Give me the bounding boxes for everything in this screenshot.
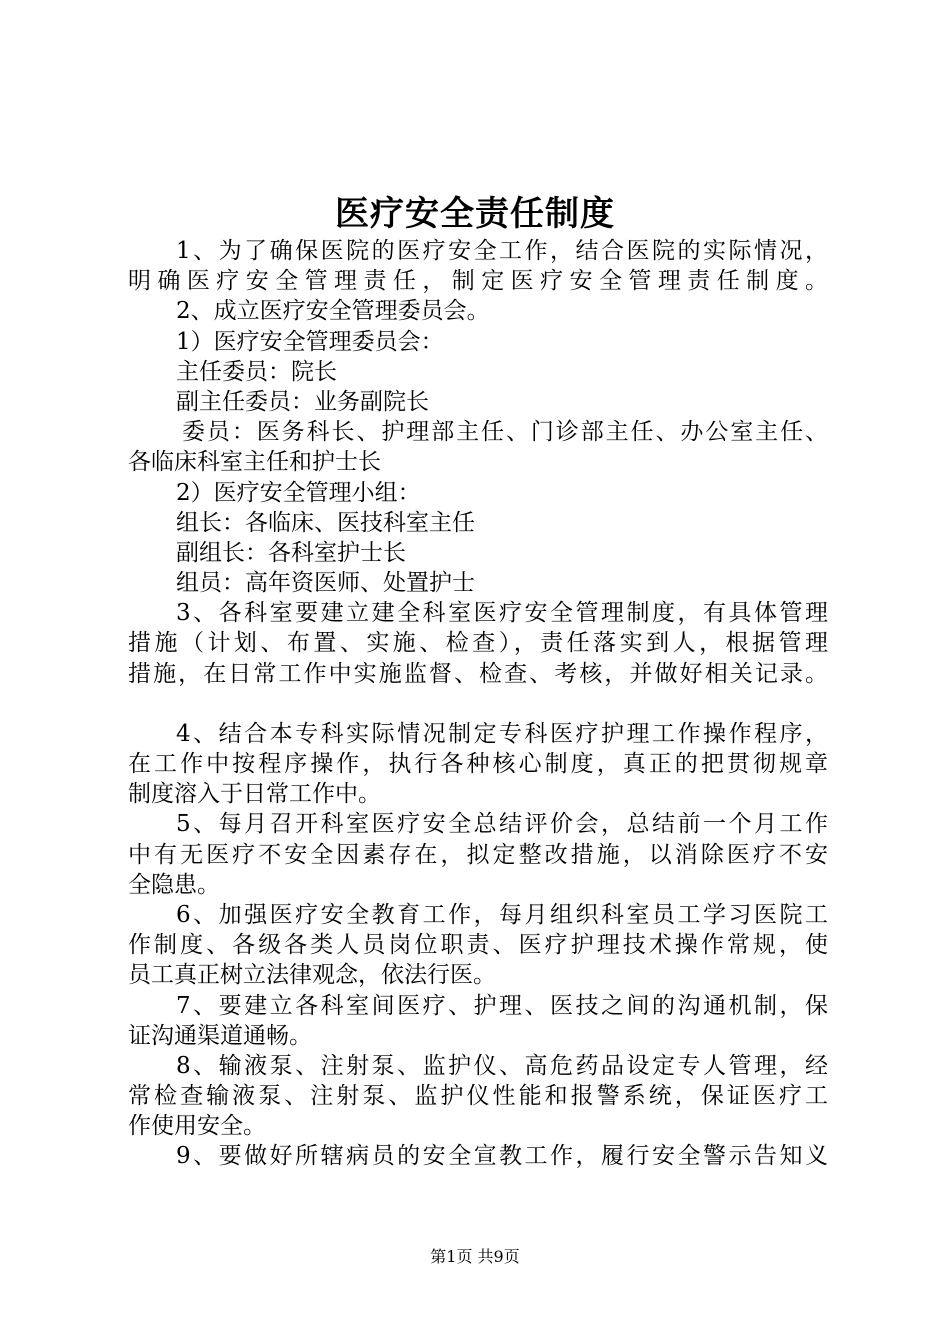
paragraph-5-line: 全隐患。 (128, 871, 220, 898)
paragraph-4-line: 4、结合本专科实际情况制定专科医疗护理工作操作程序， (176, 720, 828, 747)
paragraph-7-line: 证沟通渠道通畅。 (128, 1022, 312, 1049)
document-body (128, 236, 828, 1172)
paragraph-8-line: 8、输液泵、注射泵、监护仪、高危药品设定专人管理，经 (176, 1052, 828, 1079)
committee-vice-chair: 副主任委员：业务副院长 (176, 388, 429, 415)
paragraph-6-line: 员工真正树立法律观念，依法行医。 (128, 962, 496, 989)
paragraph-1-line: 明确医疗安全管理责任，制定医疗安全管理责任制度。 (128, 268, 828, 295)
paragraph-8-line: 作使用安全。 (128, 1113, 266, 1140)
paragraph-3-line: 措施，在日常工作中实施监督、检查、考核，并做好相关记录。 (128, 660, 828, 687)
committee-members-line: 委员：医务科长、护理部主任、门诊部主任、办公室主任、 (182, 419, 828, 446)
committee-heading: 1）医疗安全管理委员会： (176, 328, 444, 355)
paragraph-5-line: 5、每月召开科室医疗安全总结评价会，总结前一个月工作 (176, 811, 828, 838)
group-leader: 组长：各临床、医技科室主任 (176, 509, 475, 536)
paragraph-6-line: 作制度、各级各类人员岗位职责、医疗护理技术操作常规，使 (128, 932, 828, 959)
group-heading: 2）医疗安全管理小组： (176, 479, 421, 506)
blank-line (128, 689, 828, 719)
document-title: 医疗安全责任制度 (335, 194, 615, 234)
page-footer: 第1页 共9页 (430, 1247, 520, 1266)
group-vice-leader: 副组长：各科室护士长 (176, 539, 406, 566)
committee-chair: 主任委员：院长 (176, 358, 337, 385)
paragraph-4-line: 在工作中按程序操作，执行各种核心制度，真正的把贯彻规章 (128, 751, 828, 777)
paragraph-4-line: 制度溶入于日常工作中。 (128, 781, 381, 808)
paragraph-1-line: 1、为了确保医院的医疗安全工作，结合医院的实际情况， (176, 238, 828, 264)
paragraph-7-line: 7、要建立各科室间医疗、护理、医技之间的沟通机制，保 (176, 992, 828, 1019)
paragraph-2: 2、成立医疗安全管理委员会。 (176, 298, 490, 325)
paragraph-8-line: 常检查输液泵、注射泵、监护仪性能和报警系统，保证医疗工 (128, 1083, 828, 1110)
paragraph-9-line: 9、要做好所辖病员的安全宣教工作，履行安全警示告知义 (176, 1143, 828, 1170)
paragraph-6-line: 6、加强医疗安全教育工作，每月组织科室员工学习医院工 (176, 901, 828, 928)
committee-members-line: 各临床科室主任和护士长 (128, 449, 381, 476)
paragraph-3-line: 措施（计划、布置、实施、检查），责任落实到人，根据管理 (128, 630, 828, 657)
paragraph-5-line: 中有无医疗不安全因素存在，拟定整改措施，以消除医疗不安 (128, 841, 828, 868)
group-members: 组员：高年资医师、处置护士 (176, 570, 475, 597)
paragraph-3-line: 3、各科室要建立建全科室医疗安全管理制度，有具体管理 (176, 600, 828, 627)
